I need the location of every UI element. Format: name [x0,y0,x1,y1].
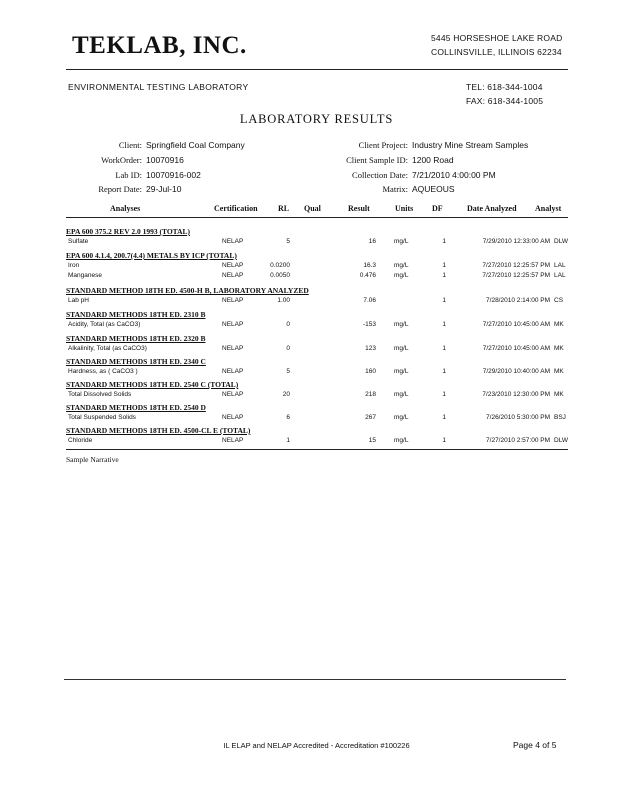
units-value: mg/L [394,414,409,421]
certification-value: NELAP [222,414,244,421]
report-date-value: 29-Jul-10 [146,184,182,194]
units-value: mg/L [394,272,409,279]
date-analyzed-value: 7/27/2010 12:25:57 PM [482,272,550,279]
certification-value: NELAP [222,437,244,444]
result-value: -153 [362,321,376,328]
date-analyzed-value: 7/27/2010 10:45:00 AM [482,321,550,328]
client-value: Springfield Coal Company [146,140,245,150]
df-value: 1 [442,321,446,328]
document-title: LABORATORY RESULTS [239,112,394,126]
col-qual: Qual [304,204,321,213]
result-value: 267 [365,414,376,421]
date-analyzed-value: 7/29/2010 12:33:00 AM [482,238,550,245]
analyte-name: Acidity, Total (as CaCO3) [68,321,141,328]
method-title: STANDARD METHOD 18TH ED. 4500-H B, LABORATORY ANALYZED [66,286,309,295]
certification-value: NELAP [222,321,244,328]
result-value: 15 [368,437,376,444]
date-analyzed-value: 7/23/2010 12:30:00 PM [482,391,550,398]
rl-value: 0 [286,321,290,328]
client-project-value: Industry Mine Stream Samples [412,140,529,150]
lab-id-value: 10070916-002 [146,170,201,180]
date-analyzed-value: 7/27/2010 2:57:00 PM [486,437,550,444]
analyst-value: BSJ [554,414,566,421]
col-analyses: Analyses [110,204,141,213]
rl-value: 5 [286,368,290,375]
sample-narrative: Sample Narrative [66,455,119,464]
matrix-value: AQUEOUS [412,184,455,194]
result-value: 218 [365,391,376,398]
method-title: STANDARD METHODS 18TH ED. 2340 C [66,357,206,366]
table-row [66,272,568,282]
date-analyzed-value: 7/27/2010 12:25:57 PM [482,262,550,269]
df-value: 1 [442,297,446,304]
client-label: Client: [118,140,142,150]
table-row [66,297,568,307]
method-heading [66,286,568,296]
address-line-1: 5445 HORSESHOE LAKE ROAD [431,33,563,43]
analyte-name: Total Suspended Solids [68,414,136,421]
date-analyzed-value: 7/26/2010 5:30:00 PM [486,414,550,421]
method-heading [66,426,568,436]
analyte-name: Hardness, as ( CaCO3 ) [68,368,138,375]
units-value: mg/L [394,437,409,444]
tel-number: TEL: 618-344-1004 [466,82,543,92]
footer-rule [64,679,566,680]
analyte-name: Total Dissolved Solids [68,391,132,398]
method-heading [66,357,568,367]
rl-value: 6 [286,414,290,421]
table-row [66,262,568,272]
analyte-name: Sulfate [68,238,89,245]
table-row [66,321,568,331]
result-value: 123 [365,345,376,352]
collection-date-label: Collection Date: [352,170,408,180]
address-line-2: COLLINSVILLE, ILLINOIS 62234 [431,47,562,57]
client-project-label: Client Project: [358,140,408,150]
table-row [66,391,568,401]
rl-value: 0.0050 [270,272,290,279]
analyst-value: LAL [554,272,566,279]
certification-value: NELAP [222,238,244,245]
date-analyzed-value: 7/29/2010 10:40:00 AM [482,368,550,375]
method-title: STANDARD METHODS 18TH ED. 2310 B [66,310,206,319]
certification-value: NELAP [222,262,244,269]
analyte-name: Iron [68,262,80,269]
certification-value: NELAP [222,345,244,352]
certification-value: NELAP [222,391,244,398]
rl-value: 1 [286,437,290,444]
table-row [66,414,568,424]
col-result: Result [348,204,370,213]
table-row [66,238,568,248]
method-title: STANDARD METHODS 18TH ED. 2540 D [66,403,206,412]
table-bottom-rule [66,449,568,450]
method-heading [66,380,568,390]
workorder-label: WorkOrder: [101,155,142,165]
method-title: STANDARD METHODS 18TH ED. 4500-CL E (TOTAL) [66,426,251,435]
df-value: 1 [442,345,446,352]
result-value: 160 [365,368,376,375]
lab-id-label: Lab ID: [115,170,142,180]
table-row [66,368,568,378]
method-heading [66,227,568,237]
analyst-value: MK [554,321,564,328]
col-certification: Certification [214,204,258,213]
workorder-value: 10070916 [146,155,184,165]
units-value: mg/L [394,345,409,352]
rl-value: 0 [286,345,290,352]
fax-number: FAX: 618-344-1005 [466,96,544,106]
df-value: 1 [442,262,446,269]
col-units: Units [395,204,414,213]
table-row [66,345,568,355]
analyte-name: Alkalinity, Total (as CaCO3) [68,345,147,352]
df-value: 1 [442,272,446,279]
rl-value: 0.0200 [270,262,290,269]
method-heading [66,403,568,413]
method-title: STANDARD METHODS 18TH ED. 2540 C (TOTAL) [66,380,239,389]
rl-value: 20 [282,391,290,398]
method-heading [66,251,568,261]
analyte-name: Chloride [68,437,93,444]
df-value: 1 [442,414,446,421]
method-title: STANDARD METHODS 18TH ED. 2320 B [66,334,206,343]
analyst-value: LAL [554,262,566,269]
table-header-rule [66,217,568,218]
page-number: Page 4 of 5 [513,740,557,750]
units-value: mg/L [394,262,409,269]
df-value: 1 [442,368,446,375]
analyte-name: Lab pH [68,297,89,304]
analyst-value: MK [554,391,564,398]
col-df: DF [432,204,443,213]
matrix-label: Matrix: [382,184,408,194]
collection-date-value: 7/21/2010 4:00:00 PM [412,170,496,180]
certification-value: NELAP [222,272,244,279]
result-value: 7.06 [363,297,376,304]
method-title: EPA 600 375.2 REV 2.0 1993 (TOTAL) [66,227,191,236]
accreditation-note: IL ELAP and NELAP Accredited - Accreditation #100226 [223,741,410,750]
analyst-value: CS [554,297,564,304]
date-analyzed-value: 7/27/2010 10:45:00 AM [482,345,550,352]
client-sample-id-value: 1200 Road [412,155,454,165]
df-value: 1 [442,391,446,398]
units-value: mg/L [394,391,409,398]
analyst-value: MK [554,368,564,375]
df-value: 1 [442,437,446,444]
col-analyst: Analyst [535,204,562,213]
result-value: 16 [368,238,376,245]
company-name: TEKLAB, INC. [72,32,247,59]
method-title: EPA 600 4.1.4, 200.7(4.4) METALS BY ICP (TOTAL) [66,251,237,260]
certification-value: NELAP [222,368,244,375]
units-value: mg/L [394,321,409,328]
rl-value: 5 [286,238,290,245]
report-date-label: Report Date: [98,184,142,194]
analyst-value: DLW [554,238,568,245]
col-rl: RL [278,204,290,213]
certification-value: NELAP [222,297,244,304]
header-rule [66,69,568,70]
analyst-value: DLW [554,437,568,444]
analyte-name: Manganese [68,272,102,279]
rl-value: 1.00 [277,297,290,304]
units-value: mg/L [394,368,409,375]
df-value: 1 [442,238,446,245]
analyst-value: MK [554,345,564,352]
date-analyzed-value: 7/28/2010 2:14:00 PM [486,297,550,304]
result-value: 0.476 [359,272,376,279]
table-row [66,437,568,447]
col-date-analyzed: Date Analyzed [467,204,517,213]
client-sample-id-label: Client Sample ID: [346,155,408,165]
lab-type: ENVIRONMENTAL TESTING LABORATORY [68,82,249,92]
units-value: mg/L [394,238,409,245]
method-heading [66,334,568,344]
method-heading [66,310,568,320]
result-value: 16.3 [363,262,376,269]
